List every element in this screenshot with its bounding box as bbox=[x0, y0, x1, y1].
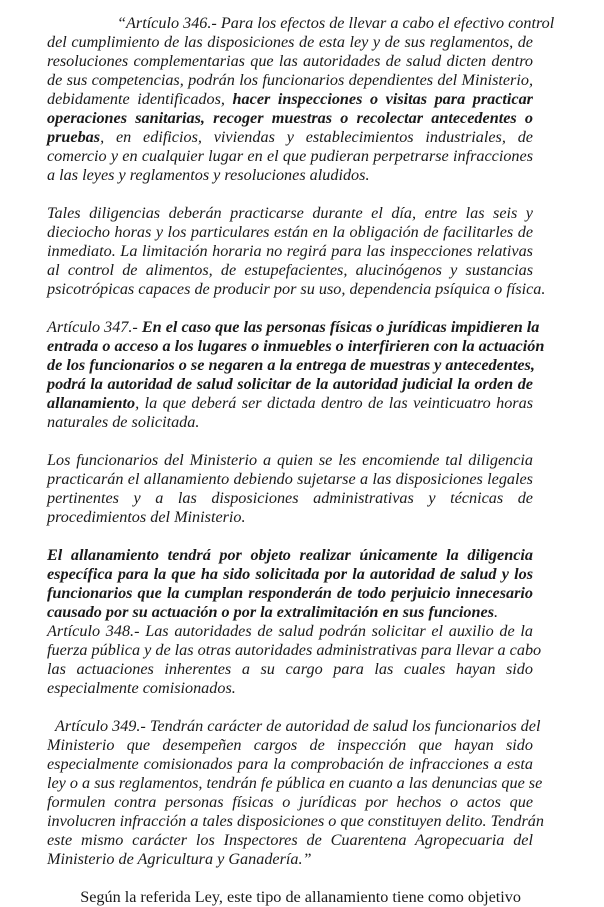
text-line bbox=[47, 318, 540, 337]
bold-text-segment: hacer inspecciones o visitas para practicar bbox=[232, 90, 533, 108]
text-line bbox=[47, 109, 533, 128]
text-line bbox=[47, 622, 533, 641]
text-segment: formulen contra personas físicas o jurídicas por hechos o actos que bbox=[47, 793, 533, 811]
text-line bbox=[47, 736, 533, 755]
document-page bbox=[47, 14, 555, 907]
paragraph-gap bbox=[47, 527, 533, 546]
text-segment: , la que deberá ser dictada dentro de las veinticuatro horas bbox=[135, 394, 533, 412]
text-segment: . bbox=[494, 603, 499, 621]
text-segment: al control de alimentos, de estupefacientes, alucinógenos y sustancias bbox=[47, 261, 533, 279]
paragraph-gap bbox=[47, 698, 533, 717]
text-segment: debidamente identificados, bbox=[47, 90, 233, 108]
text-segment: comercio y en cualquier lugar en el que pudieran perpetrarse infracciones bbox=[47, 147, 533, 165]
text-segment: Ministerio que desempeñen cargos de inspección que hayan sido bbox=[47, 736, 533, 754]
text-segment: “Artículo 346.- Para los efectos de llevar a cabo el efectivo control bbox=[117, 14, 555, 32]
text-segment: las actuaciones inherentes a su cargo para las cuales hayan sido bbox=[47, 660, 533, 678]
text-segment: Tales diligencias deberán practicarse durante el día, entre las seis y bbox=[47, 204, 533, 222]
paragraph-gap bbox=[47, 185, 533, 204]
text-line bbox=[47, 850, 533, 869]
text-line bbox=[47, 774, 543, 793]
article-348 bbox=[47, 622, 542, 698]
text-segment: a las leyes y reglamentos y resoluciones aludidos. bbox=[47, 166, 370, 184]
text-line bbox=[47, 147, 533, 166]
diligencias-paragraph bbox=[47, 204, 546, 299]
text-line bbox=[47, 812, 544, 831]
paragraph-gap bbox=[47, 869, 533, 888]
bold-text-segment: allanamiento bbox=[47, 394, 136, 412]
text-segment: fuerza pública y de las otras autoridades administrativas para llevar a cabo bbox=[47, 641, 542, 659]
allanamiento-paragraph bbox=[47, 546, 533, 622]
text-segment: procedimientos del Ministerio. bbox=[47, 508, 246, 526]
text-line bbox=[47, 603, 533, 622]
text-line bbox=[47, 717, 541, 736]
text-line bbox=[47, 52, 533, 71]
text-line bbox=[47, 565, 533, 584]
bold-text-segment: funcionarios que la cumplan responderán de todo perjuicio innecesario bbox=[47, 584, 533, 602]
text-line bbox=[47, 280, 546, 299]
text-line bbox=[47, 489, 533, 508]
closing-line: Según la referida Ley, este tipo de allanamiento tiene como objetivo bbox=[80, 888, 521, 906]
text-line bbox=[47, 90, 533, 109]
bold-text-segment: pruebas bbox=[47, 128, 101, 146]
article-347 bbox=[47, 318, 545, 432]
bold-text-segment: El allanamiento tendrá por objeto realizar únicamente la diligencia bbox=[47, 546, 533, 564]
text-segment: dieciocho horas y los particulares están en la obligación de facilitarles de bbox=[47, 223, 533, 241]
text-line bbox=[47, 831, 533, 850]
text-line bbox=[47, 660, 533, 679]
text-line bbox=[47, 71, 533, 90]
text-line bbox=[47, 451, 533, 470]
text-segment: Los funcionarios del Ministerio a quien se les encomiende tal diligencia bbox=[47, 451, 533, 469]
text-line bbox=[47, 223, 533, 242]
text-line bbox=[47, 470, 533, 489]
text-segment: Artículo 349.- Tendrán carácter de autoridad de salud los funcionarios del bbox=[55, 717, 541, 735]
text-line bbox=[47, 755, 533, 774]
text-line bbox=[47, 166, 533, 185]
text-segment: psicotrópicas capaces de producir por su uso, dependencia psíquica o física. bbox=[47, 280, 546, 298]
text-segment: practicarán el allanamiento debiendo sujetarse a las disposiciones legales bbox=[47, 470, 533, 488]
text-segment: de sus competencias, podrán los funcionarios dependientes del Ministerio, bbox=[47, 71, 533, 89]
article-349 bbox=[47, 717, 544, 869]
bold-text-segment: podrá la autoridad de salud solicitar de la autoridad judicial la orden de bbox=[47, 375, 533, 393]
bold-text-segment: operaciones sanitarias, recoger muestras o recolectar antecedentes o bbox=[47, 109, 533, 127]
text-segment: especialmente comisionados. bbox=[47, 679, 236, 697]
text-line bbox=[47, 584, 533, 603]
text-line bbox=[47, 337, 545, 356]
text-segment: involucren infracción a tales disposiciones o que constituyen delito. Tendrán bbox=[47, 812, 544, 830]
text-segment: Artículo 348.- Las autoridades de salud podrán solicitar el auxilio de la bbox=[47, 622, 533, 640]
text-line bbox=[47, 375, 533, 394]
text-line bbox=[47, 679, 533, 698]
text-line bbox=[47, 508, 533, 527]
text-line bbox=[47, 394, 533, 413]
text-line bbox=[47, 261, 533, 280]
text-segment: pertinentes y a las disposiciones administrativas y técnicas de bbox=[47, 489, 533, 507]
paragraph-gap bbox=[47, 432, 533, 451]
text-segment: especialmente comisionados para la comprobación de infracciones a esta bbox=[47, 755, 533, 773]
bold-text-segment: entrada o acceso a los lugares o inmuebles o interfirieren con la actuación bbox=[47, 337, 545, 355]
funcionarios-paragraph bbox=[47, 451, 533, 527]
article-346 bbox=[47, 14, 555, 185]
text-segment: Artículo 347.- bbox=[47, 318, 142, 336]
bold-text-segment: En el caso que las personas físicas o jurídicas impidieren la bbox=[141, 318, 540, 336]
bold-text-segment: específica para la que ha sido solicitada por la autoridad de salud y los bbox=[47, 565, 533, 583]
text-line bbox=[47, 33, 533, 52]
bold-text-segment: de los funcionarios o se negaren a la entrega de muestras y antecedentes, bbox=[47, 356, 535, 374]
text-line bbox=[47, 793, 533, 812]
text-segment: este mismo carácter los Inspectores de Cuarentena Agropecuaria del bbox=[47, 831, 533, 849]
text-segment: naturales de solicitada. bbox=[47, 413, 200, 431]
text-segment: , en edificios, viviendas y establecimientos industriales, de bbox=[100, 128, 533, 146]
paragraph-gap bbox=[47, 299, 533, 318]
text-segment: inmediato. La limitación horaria no regirá para las inspecciones relativas bbox=[47, 242, 533, 260]
text-segment: resoluciones complementarias que las autoridades de salud dicten dentro bbox=[47, 52, 533, 70]
text-line bbox=[47, 546, 533, 565]
text-line bbox=[47, 128, 533, 147]
text-line bbox=[47, 413, 533, 432]
text-segment: del cumplimiento de las disposiciones de esta ley y de sus reglamentos, de bbox=[47, 33, 533, 51]
text-line bbox=[47, 242, 533, 261]
text-line bbox=[47, 356, 533, 375]
text-line bbox=[47, 14, 555, 33]
text-segment: Ministerio de Agricultura y Ganadería.” bbox=[47, 850, 312, 868]
bold-text-segment: causado por su actuación o por la extralimitación en sus funciones bbox=[47, 603, 495, 621]
text-line bbox=[47, 204, 533, 223]
text-segment: ley o a sus reglamentos, tendrán fe pública en cuanto a las denuncias que se bbox=[47, 774, 543, 792]
text-line bbox=[47, 641, 542, 660]
